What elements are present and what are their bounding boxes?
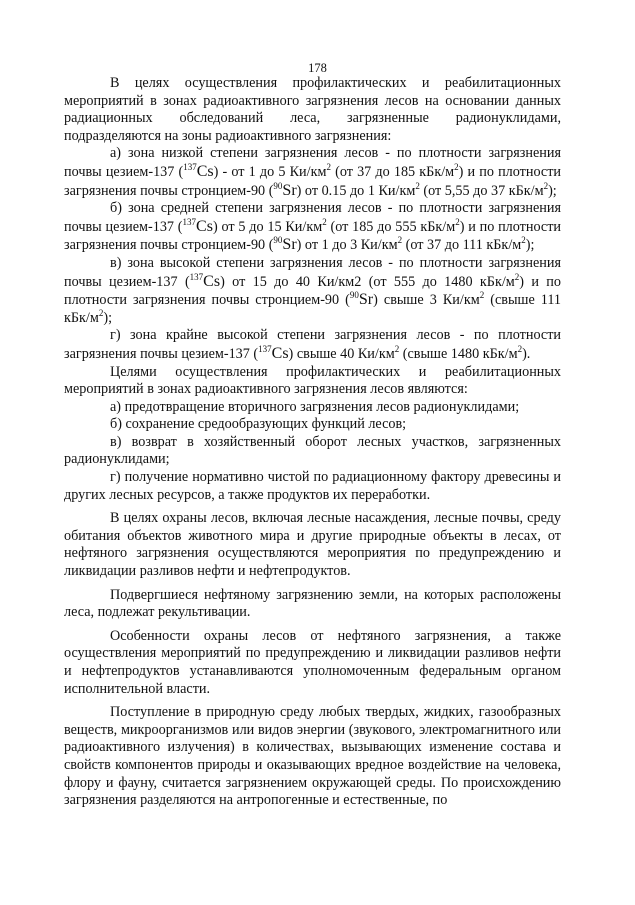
paragraph-pollution-definition: Поступление в природную среду любых твердых, жидких, газообразных веществ, микроорганизмов или видов энергии (звукового, электромагнитного или радиоактивного излучения) в количествах, вызывающих изменение состава и свойств компонентов природы и оказывающих вредное воздействие на человека, флору и фауну, считается загрязнением окружающей среды. По происхождению загрязнения разделяются на антропогенные и естественные, по <box>64 704 561 809</box>
paragraph-goal-d: г) получение нормативно чистой по радиационному фактору древесины и других лесных ресурсов, а также продуктов их переработки. <box>64 469 561 503</box>
page-number: 178 <box>308 61 327 75</box>
paragraph-goals-intro: Целями осуществления профилактических и реабилитационных мероприятий в зонах радиоактивного загрязнения лесов являются: <box>64 363 561 398</box>
paragraph-goal-b: б) сохранение средообразующих функций лесов; <box>110 416 407 433</box>
paragraph-oil-specifics: Особенности охраны лесов от нефтяного загрязнения, а также осуществления мероприятий по предупреждению и ликвидации разливов нефти и нефтепродуктов устанавливаются уполномоченным федеральным органом исполнительной власти. <box>64 627 561 697</box>
paragraph-zones-intro: В целях осуществления профилактических и реабилитационных мероприятий в зонах радиоактивного загрязнения лесов на основании данных радиационных обследований леса, загрязненные радионуклидами, подразделяются на зоны радиоактивного загрязнения: <box>64 75 561 144</box>
paragraph-zone-extreme: г) зона крайне высокой степени загрязнения лесов - по плотности загрязнения почвы цезием-137 ($^{137}$Cs) свыше 40 $Ки/км^2$ (свыше 1480 кБк/$м^2$). <box>64 327 561 362</box>
paragraph-oil-protection: В целях охраны лесов, включая лесные насаждения, лесные почвы, среду обитания объектов животного мира и другие природные объекты в лесах, от нефтяного загрязнения осуществляются мероприятия по предупреждению и ликвидации разливов нефти и нефтепродуктов. <box>64 510 561 580</box>
document-body <box>64 75 561 810</box>
paragraph-zone-high: в) зона высокой степени загрязнения лесов - по плотности загрязнения почвы цезием-137 ($^{137}$Cs) от 15 до 40 Ки/км2 (от 555 до 1480 кБк/$м^2$) и по плотности загрязнения почвы стронцием-90 ($^{90}$Sr) свыше 3 $Ки/км^2$ (свыше 111 кБк/$м^2$); <box>64 254 562 326</box>
paragraph-zone-low: а) зона низкой степени загрязнения лесов - по плотности загрязнения почвы цезием-137 ($^{137}$Cs) - от 1 до 5 $Ки/км^2$ (от 37 до 185 кБк/$м^2$) и по плотности загрязнения почвы стронцием-90 ($^{90}$Sr) от 0.15 до 1 $Ки/км^2$ (от 5,55 до 37 кБк/$м^2$); <box>64 145 561 199</box>
paragraph-goal-a: а) предотвращение вторичного загрязнения лесов радионуклидами; <box>110 398 520 415</box>
paragraph-zone-medium: б) зона средней степени загрязнения лесов - по плотности загрязнения почвы цезием-137 ($^{137}$Cs) от 5 до 15 $Ки/км^2$ (от 185 до 555 кБк/$м^2$) и по плотности загрязнения почвы стронцием-90 ($^{90}$Sr) от 1 до 3 $Ки/км^2$ (от 37 до 111 кБк/$м^2$); <box>64 200 562 254</box>
paragraph-oil-recultivation: Подвергшиеся нефтяному загрязнению земли, на которых расположены леса, подлежат рекультивации. <box>64 586 561 621</box>
paragraph-goal-c: в) возврат в хозяйственный оборот лесных участков, загрязненных радионуклидами; <box>64 433 561 468</box>
